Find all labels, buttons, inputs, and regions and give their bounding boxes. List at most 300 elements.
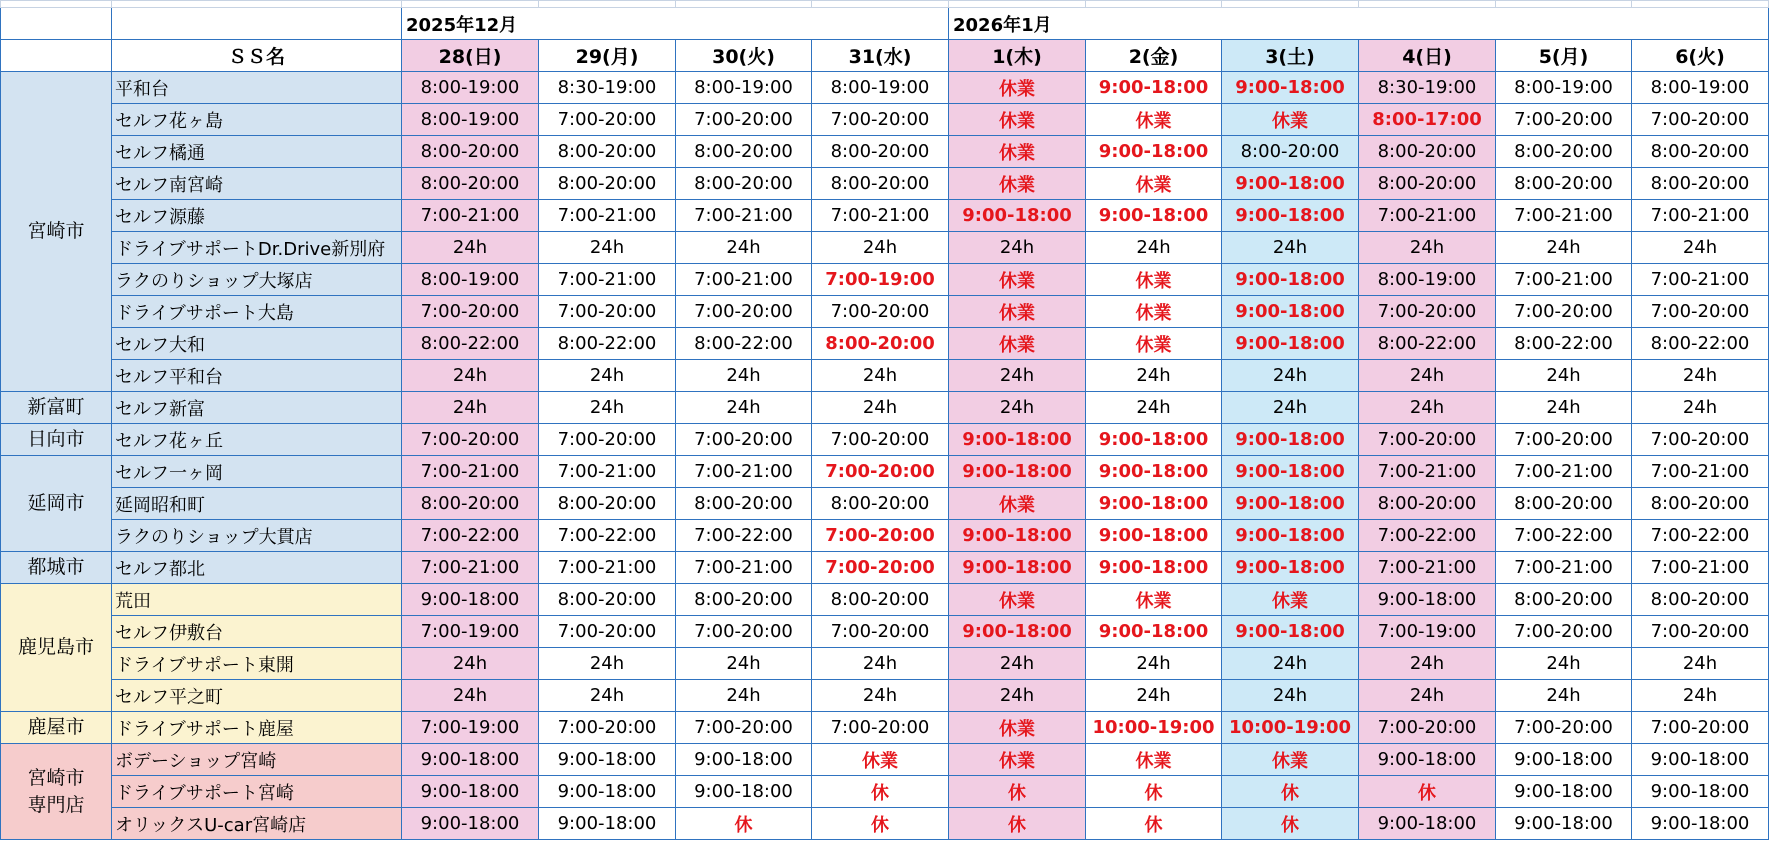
hours-cell[interactable]: 9:00-18:00 (1359, 584, 1496, 616)
hours-cell[interactable]: 休業 (1086, 104, 1222, 136)
hours-cell[interactable]: 9:00-18:00 (402, 808, 539, 840)
hours-cell[interactable]: 7:00-21:00 (539, 456, 676, 488)
hours-cell[interactable]: 9:00-18:00 (1222, 264, 1359, 296)
hours-cell[interactable]: 7:00-19:00 (1359, 616, 1496, 648)
table-row (1, 360, 1769, 392)
hours-cell[interactable]: 7:00-20:00 (1632, 104, 1769, 136)
station-name-cell[interactable]: ドライブサポート鹿屋 (112, 712, 402, 744)
area-name-cell[interactable]: 新富町 (1, 392, 112, 424)
hours-cell[interactable]: 7:00-20:00 (1496, 104, 1632, 136)
hours-cell[interactable]: 24h (949, 680, 1086, 712)
hours-cell[interactable]: 9:00-18:00 (1496, 808, 1632, 840)
hours-cell[interactable]: 休業 (1222, 584, 1359, 616)
table-row (1, 744, 1769, 776)
hours-cell[interactable]: 7:00-19:00 (812, 264, 949, 296)
hours-cell[interactable]: 7:00-20:00 (539, 296, 676, 328)
hours-cell[interactable]: 7:00-21:00 (1632, 456, 1769, 488)
hours-cell[interactable]: 24h (676, 680, 812, 712)
hours-cell[interactable]: 8:00-19:00 (1632, 72, 1769, 104)
hours-cell[interactable]: 24h (402, 648, 539, 680)
hours-cell[interactable]: 9:00-18:00 (1222, 328, 1359, 360)
hours-cell[interactable]: 8:30-19:00 (539, 72, 676, 104)
hours-cell[interactable]: 7:00-21:00 (1632, 552, 1769, 584)
table-row (1, 584, 1769, 616)
station-name-cell[interactable]: ラクのりショップ大貫店 (112, 520, 402, 552)
hours-cell[interactable]: 24h (402, 232, 539, 264)
hours-cell[interactable]: 8:30-19:00 (1359, 72, 1496, 104)
hours-cell[interactable]: 9:00-18:00 (676, 744, 812, 776)
ss-name-header[interactable]: ＳＳ名 (112, 40, 402, 72)
hours-cell[interactable]: 8:00-20:00 (1632, 488, 1769, 520)
station-name-cell[interactable]: セルフ都北 (112, 552, 402, 584)
station-name-cell[interactable]: ボデーショップ宮崎 (112, 744, 402, 776)
hours-cell[interactable]: 7:00-20:00 (812, 296, 949, 328)
hours-cell[interactable]: 休業 (949, 584, 1086, 616)
hours-cell[interactable]: 7:00-21:00 (1496, 200, 1632, 232)
hours-cell[interactable]: 24h (949, 392, 1086, 424)
hours-cell[interactable]: 24h (1222, 680, 1359, 712)
hours-cell[interactable]: 休 (1359, 776, 1496, 808)
hours-cell[interactable]: 7:00-19:00 (402, 616, 539, 648)
hours-cell[interactable]: 9:00-18:00 (1222, 552, 1359, 584)
hours-cell[interactable]: 休業 (1086, 168, 1222, 200)
day-header-8[interactable]: 5(月) (1496, 40, 1632, 72)
hours-cell[interactable]: 24h (1086, 392, 1222, 424)
hours-cell[interactable]: 7:00-20:00 (812, 520, 949, 552)
hours-cell[interactable]: 24h (402, 392, 539, 424)
hours-cell[interactable]: 8:00-20:00 (1222, 136, 1359, 168)
station-name-cell[interactable]: セルフ伊敷台 (112, 616, 402, 648)
hours-cell[interactable]: 8:00-20:00 (1632, 168, 1769, 200)
hours-cell[interactable]: 9:00-18:00 (1222, 296, 1359, 328)
hours-cell[interactable]: 7:00-19:00 (402, 712, 539, 744)
hours-cell[interactable]: 7:00-21:00 (1359, 552, 1496, 584)
station-name-cell[interactable]: セルフ橘通 (112, 136, 402, 168)
hours-cell[interactable]: 休 (1086, 776, 1222, 808)
hours-cell[interactable]: 7:00-20:00 (1632, 296, 1769, 328)
hours-cell[interactable]: 7:00-20:00 (1496, 712, 1632, 744)
hours-cell[interactable]: 7:00-20:00 (1359, 712, 1496, 744)
hours-cell[interactable]: 7:00-20:00 (812, 104, 949, 136)
hours-cell[interactable]: 7:00-20:00 (812, 712, 949, 744)
hours-cell[interactable]: 7:00-21:00 (402, 552, 539, 584)
hours-cell[interactable]: 休業 (1222, 104, 1359, 136)
hours-cell[interactable]: 8:00-22:00 (402, 328, 539, 360)
hours-cell[interactable]: 7:00-20:00 (539, 104, 676, 136)
hours-cell[interactable]: 9:00-18:00 (1632, 744, 1769, 776)
table-row (1, 520, 1769, 552)
day-header-0[interactable]: 28(日) (402, 40, 539, 72)
hours-cell[interactable]: 8:00-20:00 (812, 488, 949, 520)
hours-cell[interactable]: 9:00-18:00 (1086, 520, 1222, 552)
hours-cell[interactable]: 9:00-18:00 (1086, 488, 1222, 520)
hours-cell[interactable]: 7:00-20:00 (539, 712, 676, 744)
hours-cell[interactable]: 24h (1086, 232, 1222, 264)
hours-cell[interactable]: 24h (539, 360, 676, 392)
hours-cell[interactable]: 24h (1222, 360, 1359, 392)
month-header-dec[interactable]: 2025年12月 (402, 8, 949, 40)
table-row (1, 232, 1769, 264)
station-name-cell[interactable]: オリックスU-car宮崎店 (112, 808, 402, 840)
station-name-cell[interactable]: ラクのりショップ大塚店 (112, 264, 402, 296)
hours-cell[interactable]: 7:00-22:00 (1359, 520, 1496, 552)
hours-cell[interactable]: 8:00-20:00 (1359, 136, 1496, 168)
station-name-cell[interactable]: セルフ大和 (112, 328, 402, 360)
table-row (1, 808, 1769, 840)
hours-cell[interactable]: 休業 (949, 72, 1086, 104)
day-header-7[interactable]: 4(日) (1359, 40, 1496, 72)
hours-cell[interactable]: 24h (1632, 648, 1769, 680)
hours-cell[interactable]: 7:00-21:00 (812, 200, 949, 232)
hours-cell[interactable]: 8:00-20:00 (1496, 584, 1632, 616)
hours-cell[interactable]: 8:00-20:00 (1496, 488, 1632, 520)
hours-cell[interactable]: 8:00-19:00 (1359, 264, 1496, 296)
hours-cell[interactable]: 8:00-19:00 (1496, 72, 1632, 104)
hours-cell[interactable]: 24h (812, 392, 949, 424)
hours-cell[interactable]: 休業 (949, 328, 1086, 360)
area-name-cell[interactable]: 鹿児島市 (1, 584, 112, 712)
station-name-cell[interactable]: 荒田 (112, 584, 402, 616)
hours-cell[interactable]: 8:00-20:00 (676, 488, 812, 520)
hours-cell[interactable]: 7:00-21:00 (539, 200, 676, 232)
hours-cell[interactable]: 休 (812, 776, 949, 808)
hours-cell[interactable]: 7:00-20:00 (539, 616, 676, 648)
hours-cell[interactable]: 7:00-21:00 (539, 552, 676, 584)
hours-cell[interactable]: 9:00-18:00 (949, 520, 1086, 552)
hours-cell[interactable]: 休 (812, 808, 949, 840)
hours-cell[interactable]: 7:00-20:00 (402, 296, 539, 328)
hours-cell[interactable]: 休 (949, 776, 1086, 808)
hours-cell[interactable]: 7:00-20:00 (1359, 424, 1496, 456)
hours-cell[interactable]: 休業 (1086, 264, 1222, 296)
station-name-cell[interactable]: セルフ花ヶ丘 (112, 424, 402, 456)
area-name-cell[interactable]: 宮崎市 専門店 (1, 744, 112, 840)
hours-cell[interactable]: 24h (1496, 648, 1632, 680)
hours-cell[interactable]: 24h (676, 392, 812, 424)
empty-corner-cell[interactable] (1, 8, 112, 40)
hours-cell[interactable]: 7:00-20:00 (812, 616, 949, 648)
day-header-1[interactable]: 29(月) (539, 40, 676, 72)
hours-cell[interactable]: 24h (1632, 392, 1769, 424)
day-header-3[interactable]: 31(水) (812, 40, 949, 72)
hours-cell[interactable]: 8:00-20:00 (1496, 168, 1632, 200)
hours-cell[interactable]: 休業 (1086, 744, 1222, 776)
hours-cell[interactable]: 8:00-20:00 (539, 168, 676, 200)
hours-cell[interactable]: 8:00-20:00 (1632, 136, 1769, 168)
hours-cell[interactable]: 休業 (949, 488, 1086, 520)
month-header-jan[interactable]: 2026年1月 (949, 8, 1769, 40)
area-name-cell[interactable]: 延岡市 (1, 456, 112, 552)
hours-cell[interactable]: 24h (812, 680, 949, 712)
hours-cell[interactable]: 9:00-18:00 (402, 744, 539, 776)
hours-cell[interactable]: 9:00-18:00 (539, 776, 676, 808)
hours-cell[interactable]: 9:00-18:00 (1222, 616, 1359, 648)
hours-cell[interactable]: 休業 (1222, 744, 1359, 776)
hours-cell[interactable]: 7:00-22:00 (402, 520, 539, 552)
hours-cell[interactable]: 9:00-18:00 (1086, 456, 1222, 488)
hours-cell[interactable]: 8:00-20:00 (812, 328, 949, 360)
hours-cell[interactable]: 休業 (812, 744, 949, 776)
hours-cell[interactable]: 7:00-21:00 (1359, 200, 1496, 232)
hours-cell[interactable]: 8:00-19:00 (812, 72, 949, 104)
table-row (1, 488, 1769, 520)
hours-cell[interactable]: 7:00-20:00 (812, 456, 949, 488)
hours-cell[interactable]: 7:00-20:00 (676, 104, 812, 136)
hours-cell[interactable]: 24h (812, 232, 949, 264)
hours-cell[interactable]: 休 (949, 808, 1086, 840)
hours-cell[interactable]: 9:00-18:00 (1086, 136, 1222, 168)
hours-cell[interactable]: 9:00-18:00 (949, 200, 1086, 232)
area-name-cell[interactable]: 日向市 (1, 424, 112, 456)
day-header-6[interactable]: 3(土) (1222, 40, 1359, 72)
station-name-cell[interactable]: セルフ源藤 (112, 200, 402, 232)
hours-cell[interactable]: 24h (1359, 680, 1496, 712)
hours-cell[interactable]: 7:00-22:00 (1496, 520, 1632, 552)
hours-cell[interactable]: 休 (1086, 808, 1222, 840)
hours-cell[interactable]: 24h (1496, 680, 1632, 712)
hours-cell[interactable]: 24h (1496, 360, 1632, 392)
hours-cell[interactable]: 8:00-20:00 (1359, 488, 1496, 520)
station-name-cell[interactable]: セルフ新富 (112, 392, 402, 424)
hours-cell[interactable]: 休業 (1086, 584, 1222, 616)
station-name-cell[interactable]: セルフ南宮崎 (112, 168, 402, 200)
hours-cell[interactable]: 8:00-20:00 (539, 584, 676, 616)
hours-cell[interactable]: 8:00-19:00 (676, 72, 812, 104)
hours-cell[interactable]: 休 (1222, 808, 1359, 840)
hours-cell[interactable]: 8:00-20:00 (812, 136, 949, 168)
hours-cell[interactable]: 9:00-18:00 (949, 424, 1086, 456)
hours-cell[interactable]: 24h (539, 232, 676, 264)
station-name-cell[interactable]: 平和台 (112, 72, 402, 104)
hours-cell[interactable]: 休業 (1086, 328, 1222, 360)
day-header-9[interactable]: 6(火) (1632, 40, 1769, 72)
hours-cell[interactable]: 9:00-18:00 (949, 456, 1086, 488)
hours-cell[interactable]: 9:00-18:00 (539, 744, 676, 776)
hours-cell[interactable]: 休 (1222, 776, 1359, 808)
schedule-body (1, 72, 1769, 840)
day-header-4[interactable]: 1(木) (949, 40, 1086, 72)
hours-cell[interactable]: 7:00-22:00 (1632, 520, 1769, 552)
hours-cell[interactable]: 8:00-20:00 (676, 136, 812, 168)
hours-cell[interactable]: 7:00-21:00 (676, 200, 812, 232)
hours-cell[interactable]: 8:00-22:00 (676, 328, 812, 360)
hours-cell[interactable]: 9:00-18:00 (1086, 552, 1222, 584)
hours-cell[interactable]: 9:00-18:00 (1496, 776, 1632, 808)
hours-cell[interactable]: 24h (1222, 392, 1359, 424)
hours-cell[interactable]: 休 (676, 808, 812, 840)
hours-cell[interactable]: 9:00-18:00 (1086, 200, 1222, 232)
hours-cell[interactable]: 休業 (1086, 296, 1222, 328)
hours-cell[interactable]: 7:00-21:00 (676, 264, 812, 296)
hours-cell[interactable]: 8:00-20:00 (402, 168, 539, 200)
hours-cell[interactable]: 休業 (949, 168, 1086, 200)
hours-cell[interactable]: 10:00-19:00 (1086, 712, 1222, 744)
hours-cell[interactable]: 7:00-20:00 (676, 296, 812, 328)
hours-cell[interactable]: 9:00-18:00 (1496, 744, 1632, 776)
hours-cell[interactable]: 24h (949, 232, 1086, 264)
hours-cell[interactable]: 24h (1222, 232, 1359, 264)
hours-cell[interactable]: 9:00-18:00 (1222, 520, 1359, 552)
hours-cell[interactable]: 8:00-19:00 (402, 264, 539, 296)
hours-cell[interactable]: 9:00-18:00 (1359, 808, 1496, 840)
table-row (1, 392, 1769, 424)
hours-cell[interactable]: 9:00-18:00 (1086, 72, 1222, 104)
hours-cell[interactable]: 7:00-21:00 (676, 456, 812, 488)
area-name-cell[interactable]: 宮崎市 (1, 72, 112, 392)
empty-header-cell[interactable] (112, 8, 402, 40)
hours-cell[interactable]: 8:00-22:00 (539, 328, 676, 360)
hours-cell[interactable]: 10:00-19:00 (1222, 712, 1359, 744)
hours-cell[interactable]: 24h (402, 680, 539, 712)
hours-cell[interactable]: 7:00-21:00 (676, 552, 812, 584)
hours-cell[interactable]: 8:00-20:00 (676, 168, 812, 200)
hours-cell[interactable]: 24h (949, 360, 1086, 392)
hours-cell[interactable]: 7:00-20:00 (1359, 296, 1496, 328)
hours-cell[interactable]: 9:00-18:00 (539, 808, 676, 840)
hours-cell[interactable]: 24h (676, 232, 812, 264)
hours-cell[interactable]: 7:00-20:00 (812, 424, 949, 456)
hours-cell[interactable]: 8:00-20:00 (539, 488, 676, 520)
hours-cell[interactable]: 9:00-18:00 (1086, 424, 1222, 456)
hours-cell[interactable]: 8:00-20:00 (1632, 584, 1769, 616)
hours-cell[interactable]: 8:00-20:00 (1359, 168, 1496, 200)
hours-cell[interactable]: 7:00-21:00 (1632, 264, 1769, 296)
hours-cell[interactable]: 24h (676, 648, 812, 680)
hours-cell[interactable]: 9:00-18:00 (1222, 424, 1359, 456)
hours-cell[interactable]: 8:00-20:00 (1496, 136, 1632, 168)
hours-cell[interactable]: 7:00-20:00 (676, 424, 812, 456)
hours-cell[interactable]: 8:00-19:00 (402, 104, 539, 136)
table-row (1, 168, 1769, 200)
station-name-cell[interactable]: セルフ平之町 (112, 680, 402, 712)
station-name-cell[interactable]: セルフ花ヶ島 (112, 104, 402, 136)
hours-cell[interactable]: 休業 (949, 296, 1086, 328)
hours-cell[interactable]: 7:00-20:00 (1632, 712, 1769, 744)
hours-cell[interactable]: 休業 (949, 136, 1086, 168)
hours-cell[interactable]: 24h (1632, 680, 1769, 712)
table-row (1, 424, 1769, 456)
area-name-cell[interactable]: 都城市 (1, 552, 112, 584)
hours-cell[interactable]: 24h (539, 648, 676, 680)
hours-cell[interactable]: 7:00-20:00 (402, 424, 539, 456)
hours-cell[interactable]: 24h (1496, 232, 1632, 264)
station-name-cell[interactable]: ドライブサポート東開 (112, 648, 402, 680)
hours-cell[interactable]: 8:00-22:00 (1632, 328, 1769, 360)
hours-cell[interactable]: 24h (1359, 232, 1496, 264)
hours-cell[interactable]: 24h (539, 392, 676, 424)
hours-cell[interactable]: 8:00-20:00 (402, 136, 539, 168)
hours-cell[interactable]: 7:00-21:00 (402, 200, 539, 232)
station-name-cell[interactable]: セルフ平和台 (112, 360, 402, 392)
station-name-cell[interactable]: ドライブサポート大島 (112, 296, 402, 328)
hours-cell[interactable]: 7:00-20:00 (1496, 424, 1632, 456)
hours-cell[interactable]: 7:00-21:00 (1496, 552, 1632, 584)
hours-cell[interactable]: 7:00-20:00 (1632, 424, 1769, 456)
table-row (1, 616, 1769, 648)
hours-cell[interactable]: 24h (1632, 360, 1769, 392)
hours-cell[interactable]: 7:00-20:00 (812, 552, 949, 584)
hours-cell[interactable]: 24h (949, 648, 1086, 680)
hours-cell[interactable]: 9:00-18:00 (1222, 488, 1359, 520)
hours-cell[interactable]: 24h (1086, 680, 1222, 712)
hours-cell[interactable]: 8:00-20:00 (402, 488, 539, 520)
hours-cell[interactable]: 7:00-20:00 (676, 616, 812, 648)
hours-cell[interactable]: 9:00-18:00 (949, 552, 1086, 584)
hours-cell[interactable]: 8:00-20:00 (539, 136, 676, 168)
hours-cell[interactable]: 7:00-20:00 (676, 712, 812, 744)
hours-cell[interactable]: 7:00-21:00 (402, 456, 539, 488)
station-name-cell[interactable]: セルフ一ヶ岡 (112, 456, 402, 488)
hours-cell[interactable]: 24h (1086, 360, 1222, 392)
hours-cell[interactable]: 7:00-20:00 (539, 424, 676, 456)
hours-cell[interactable]: 24h (676, 360, 812, 392)
hours-cell[interactable]: 7:00-22:00 (676, 520, 812, 552)
hours-cell[interactable]: 8:00-22:00 (1359, 328, 1496, 360)
hours-cell[interactable]: 24h (1359, 648, 1496, 680)
hours-cell[interactable]: 24h (1086, 648, 1222, 680)
hours-cell[interactable]: 休業 (949, 712, 1086, 744)
hours-cell[interactable]: 8:00-22:00 (1496, 328, 1632, 360)
hours-cell[interactable]: 24h (812, 360, 949, 392)
hours-cell[interactable]: 7:00-20:00 (1632, 616, 1769, 648)
hours-cell[interactable]: 8:00-20:00 (812, 584, 949, 616)
hours-cell[interactable]: 9:00-18:00 (402, 584, 539, 616)
hours-cell[interactable]: 9:00-18:00 (1359, 744, 1496, 776)
hours-cell[interactable]: 24h (1359, 360, 1496, 392)
hours-cell[interactable]: 9:00-18:00 (949, 616, 1086, 648)
hours-cell[interactable]: 9:00-18:00 (1222, 72, 1359, 104)
hours-cell[interactable]: 24h (539, 680, 676, 712)
area-name-cell[interactable]: 鹿屋市 (1, 712, 112, 744)
hours-cell[interactable]: 8:00-20:00 (676, 584, 812, 616)
hours-cell[interactable]: 7:00-21:00 (539, 264, 676, 296)
hours-cell[interactable]: 24h (1632, 232, 1769, 264)
empty-area-header[interactable] (1, 40, 112, 72)
hours-cell[interactable]: 9:00-18:00 (1086, 616, 1222, 648)
hours-cell[interactable]: 24h (1359, 392, 1496, 424)
hours-cell[interactable]: 24h (402, 360, 539, 392)
hours-cell[interactable]: 24h (1222, 648, 1359, 680)
hours-cell[interactable]: 7:00-21:00 (1496, 456, 1632, 488)
hours-cell[interactable]: 9:00-18:00 (1632, 776, 1769, 808)
hours-cell[interactable]: 9:00-18:00 (1222, 456, 1359, 488)
hours-cell[interactable]: 8:00-17:00 (1359, 104, 1496, 136)
hours-cell[interactable]: 7:00-20:00 (1496, 616, 1632, 648)
station-name-cell[interactable]: ドライブサポート宮崎 (112, 776, 402, 808)
hours-cell[interactable]: 9:00-18:00 (1222, 168, 1359, 200)
hours-cell[interactable]: 9:00-18:00 (1632, 808, 1769, 840)
day-header-2[interactable]: 30(火) (676, 40, 812, 72)
hours-cell[interactable]: 7:00-21:00 (1632, 200, 1769, 232)
station-name-cell[interactable]: ドライブサポートDr.Drive新別府 (112, 232, 402, 264)
day-header-5[interactable]: 2(金) (1086, 40, 1222, 72)
hours-cell[interactable]: 休業 (949, 744, 1086, 776)
hours-cell[interactable]: 9:00-18:00 (402, 776, 539, 808)
station-name-cell[interactable]: 延岡昭和町 (112, 488, 402, 520)
hours-cell[interactable]: 7:00-20:00 (1496, 296, 1632, 328)
hours-cell[interactable]: 休業 (949, 264, 1086, 296)
hours-cell[interactable]: 9:00-18:00 (676, 776, 812, 808)
hours-cell[interactable]: 休業 (949, 104, 1086, 136)
hours-cell[interactable]: 24h (1496, 392, 1632, 424)
hours-cell[interactable]: 8:00-19:00 (402, 72, 539, 104)
hours-cell[interactable]: 8:00-20:00 (812, 168, 949, 200)
hours-cell[interactable]: 7:00-21:00 (1359, 456, 1496, 488)
hours-cell[interactable]: 9:00-18:00 (1222, 200, 1359, 232)
hours-cell[interactable]: 24h (812, 648, 949, 680)
hours-cell[interactable]: 7:00-22:00 (539, 520, 676, 552)
hours-cell[interactable]: 7:00-21:00 (1496, 264, 1632, 296)
